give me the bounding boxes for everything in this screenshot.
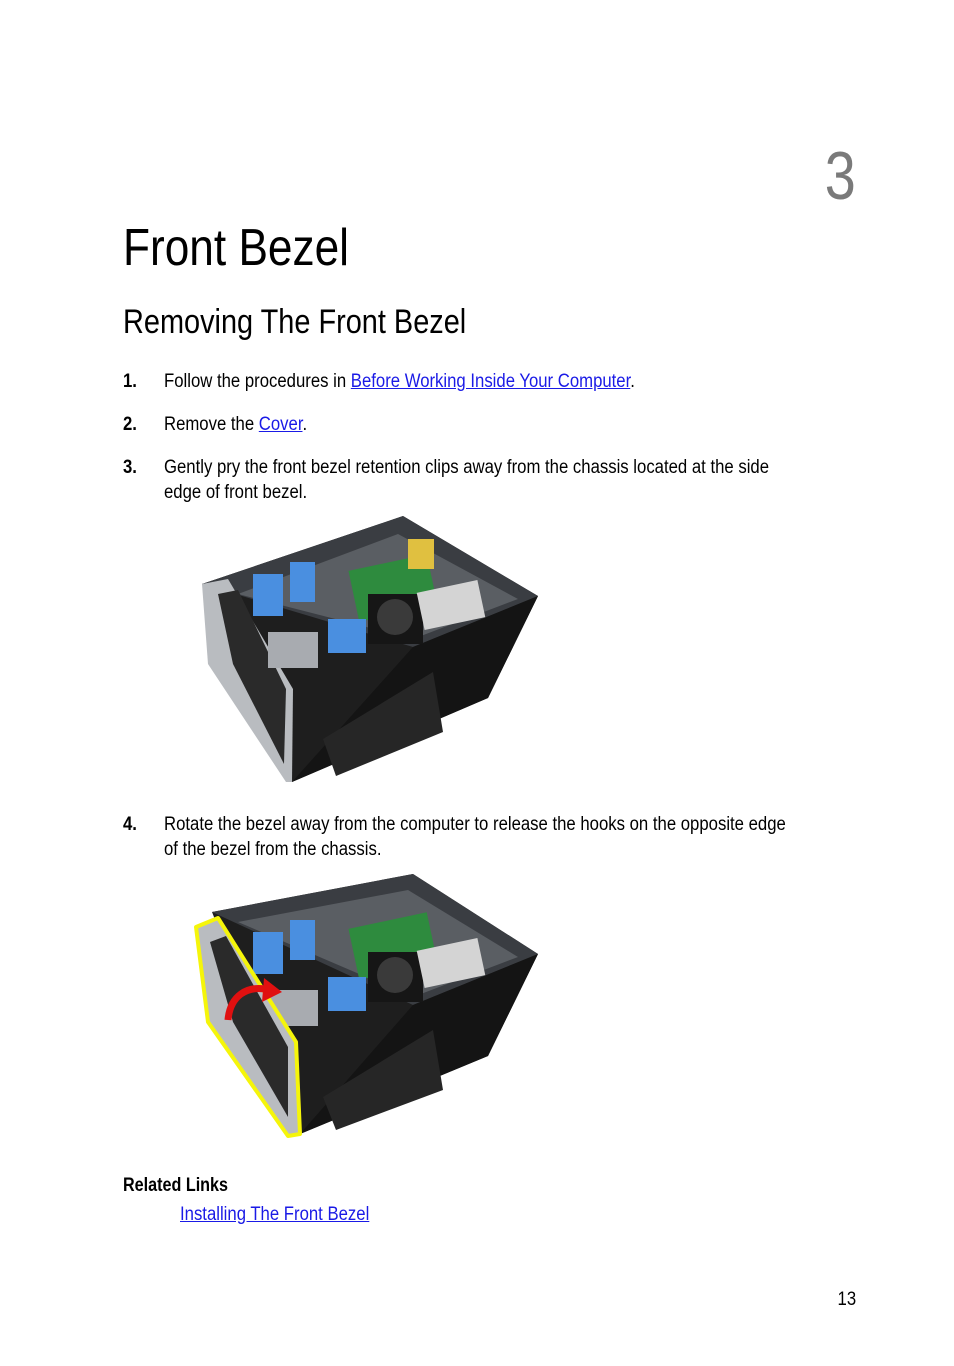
bezel-removal-figure [188,872,543,1146]
before-working-link[interactable]: Before Working Inside Your Computer [350,371,631,392]
step-1-prefix: Follow the procedures in [164,371,351,392]
step-3-line-1: Gently pry the front bezel retention clips away from the chassis located at the side [164,457,770,478]
step-4-line-2: of the bezel from the chassis. [164,839,382,860]
chassis-open-figure [198,514,543,784]
step-2-text [164,412,307,437]
step-3-line-2: edge of front bezel. [164,482,308,503]
step-4-line-1: Rotate the bezel away from the computer to release the hooks on the opposite edge [164,814,786,835]
related-links-heading: Related Links [123,1175,229,1196]
installing-front-bezel-link[interactable]: Installing The Front Bezel [180,1204,370,1225]
step-1-text [164,369,635,394]
related-link-item [180,1204,369,1226]
step-3-number: 3. [123,457,137,478]
step-2-suffix: . [302,414,308,435]
step-2-number: 2. [123,414,137,435]
step-1-number: 1. [123,371,137,392]
section-title: Removing The Front Bezel [123,303,467,341]
chapter-title: Front Bezel [123,219,350,277]
cover-link[interactable]: Cover [258,414,303,435]
page-number: 13 [837,1289,856,1310]
step-2-prefix: Remove the [164,414,259,435]
step-1-suffix: . [630,371,635,392]
step-4-number: 4. [123,814,137,835]
chapter-number: 3 [824,138,856,214]
